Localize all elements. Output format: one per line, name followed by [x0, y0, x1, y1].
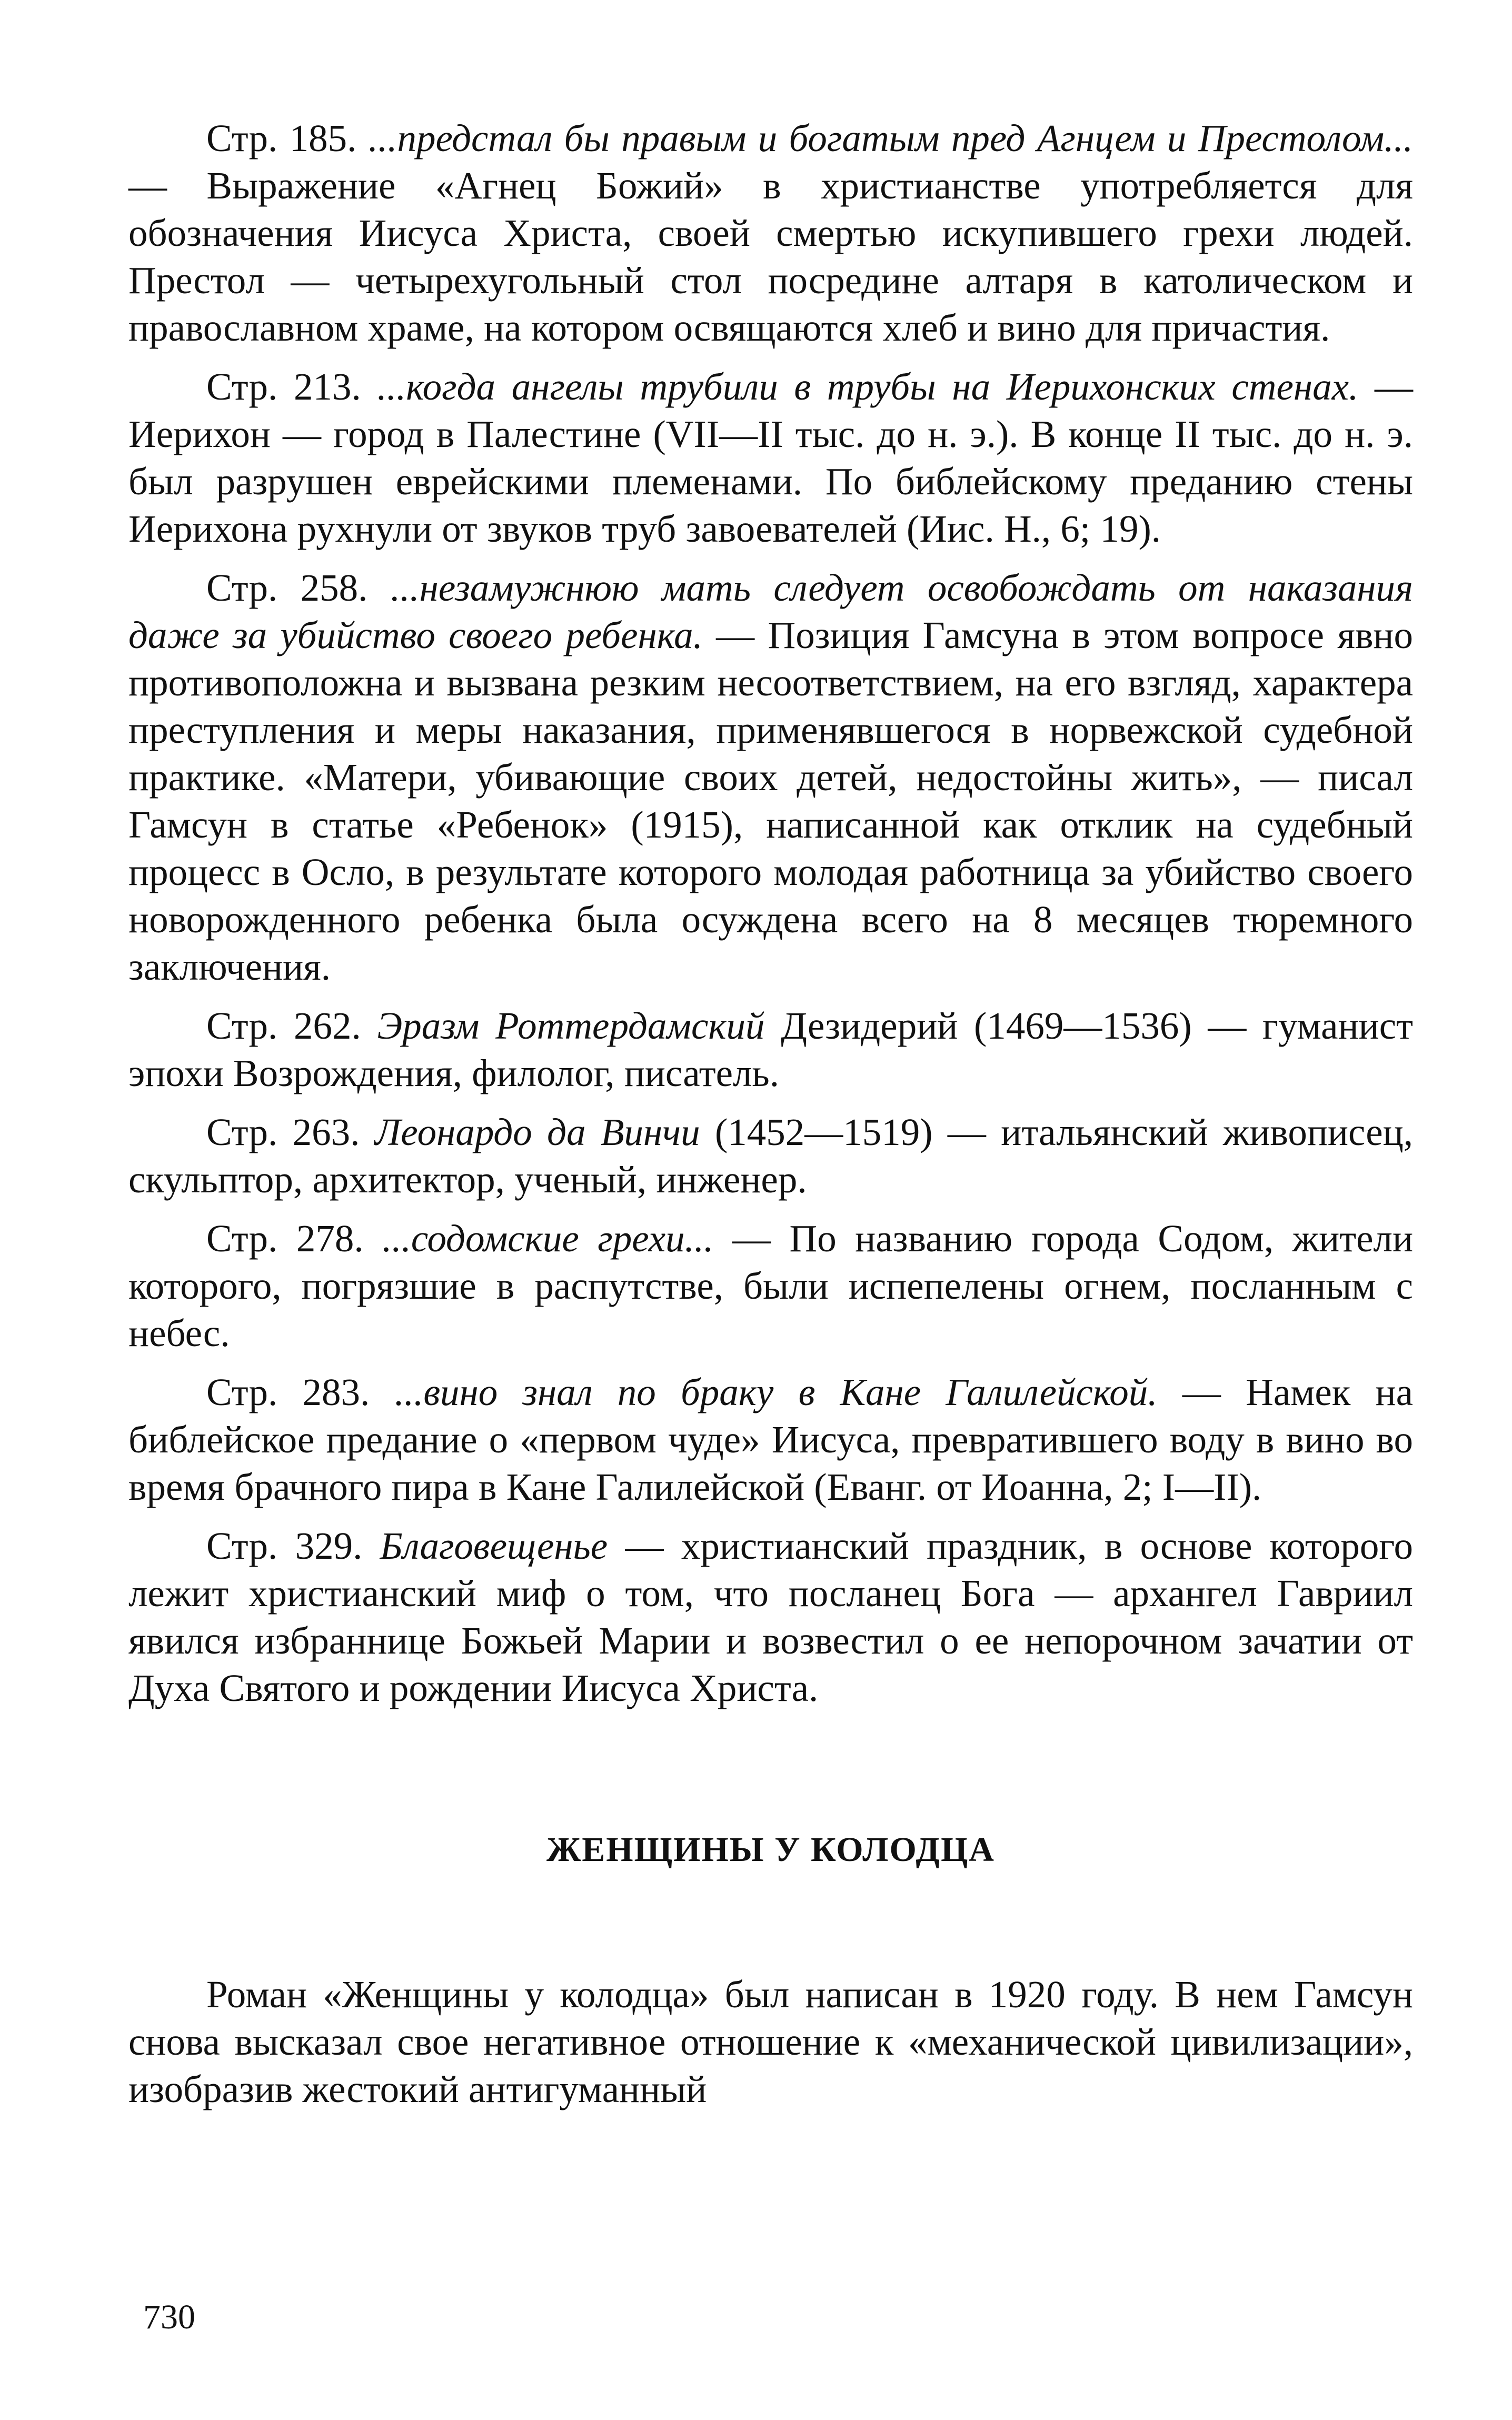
note-paragraph: [128, 1215, 1413, 1357]
note-term: ...предстал бы правым и богатым пред Агнцем и Престолом...: [368, 117, 1414, 160]
note-term: Эразм Роттердамский: [377, 1004, 765, 1047]
note-page-ref: Стр. 263.: [206, 1111, 360, 1153]
note-page-ref: Стр. 258.: [206, 566, 368, 609]
note-page-ref: Стр. 278.: [206, 1217, 364, 1260]
note-page-ref: Стр. 329.: [206, 1525, 363, 1567]
page-content: [128, 115, 1413, 2113]
note-term: Благовещенье: [380, 1525, 608, 1567]
note-text: Дезидерий (1469—1536) — гуманист эпохи Возрождения, филолог, писатель.: [128, 1004, 1414, 1094]
note-paragraph: [128, 363, 1413, 553]
note-text: — Позиция Гамсуна в этом вопросе явно противоположна и вызвана резким несоответствием, на его взгляд, характера преступления и меры наказания, применявшегося в норвежской судебной практике. «Матери, убивающие своих детей, недостойны жить», — писал Гамсун в статье «Ребенок» (1915), написанной как отклик на судебный процесс в Осло, в результате которого молодая работница за убийство своего новорожденного ребенка была осуждена всего на 8 месяцев тюремного заключения.: [128, 614, 1414, 988]
note-term: Леонардо да Винчи: [374, 1111, 700, 1153]
note-text: (1452—1519) — итальянский живописец, скульптор, архитектор, ученый, инженер.: [128, 1111, 1414, 1201]
note-term: ...содомские грехи...: [382, 1217, 714, 1260]
note-paragraph: [128, 1369, 1413, 1511]
note-page-ref: Стр. 262.: [206, 1004, 361, 1047]
note-paragraph: [128, 1522, 1413, 1712]
note-page-ref: Стр. 185.: [206, 117, 357, 160]
note-text: — Выражение «Агнец Божий» в христианстве употребляется для обозначения Иисуса Христа, своей смертью искупившего грехи людей. Престол — четырехугольный стол посредине алтаря в католическом и православном храме, на котором освящаются хлеб и вино для причастия.: [128, 164, 1413, 349]
section-paragraph: Роман «Женщины у колодца» был написан в 1920 году. В нем Гамсун снова высказал свое негативное отношение к «механической цивилизации», изобразив жестокий антигуманный: [128, 1973, 1413, 2110]
section-heading: ЖЕНЩИНЫ У КОЛОДЦА: [546, 1830, 995, 1869]
note-text: — христианский праздник, в основе которого лежит христианский миф о том, что посланец Бога — архангел Гавриил явился избраннице Божьей Марии и возвестил о ее непорочном зачатии от Духа Святого и рождении Иисуса Христа.: [128, 1525, 1414, 1709]
note-term: ...незамужнюю мать следует освобождать от наказания даже за убийство своего ребенка.: [128, 566, 1413, 656]
note-paragraph: [128, 564, 1413, 991]
note-paragraph: [128, 115, 1413, 352]
note-page-ref: Стр. 283.: [206, 1371, 370, 1413]
note-term: ...когда ангелы трубили в трубы на Иерихонских стенах.: [377, 365, 1359, 408]
note-text: — Намек на библейское предание о «первом чуде» Иисуса, превратившего воду в вино во время брачного пира в Кане Галилейской (Еванг. от Иоанна, 2; I—II).: [128, 1371, 1414, 1508]
note-paragraph: [128, 1109, 1413, 1203]
note-term: ...вино знал по браку в Кане Галилейской.: [394, 1371, 1158, 1413]
note-page-ref: Стр. 213.: [206, 365, 361, 408]
note-text: — Иерихон — город в Палестине (VII—II тыс. до н. э.). В конце II тыс. до н. э. был разрушен еврейскими племенами. По библейскому преданию стены Иерихона рухнули от звуков труб завоевателей (Иис. Н., 6; 19).: [128, 365, 1414, 550]
notes-list: [128, 115, 1413, 1712]
note-text: — По названию города Содом, жители которого, погрязшие в распутстве, были испепелены огнем, посланным с небес.: [128, 1217, 1414, 1355]
page-number: 730: [143, 2298, 195, 2336]
note-paragraph: [128, 1002, 1413, 1097]
